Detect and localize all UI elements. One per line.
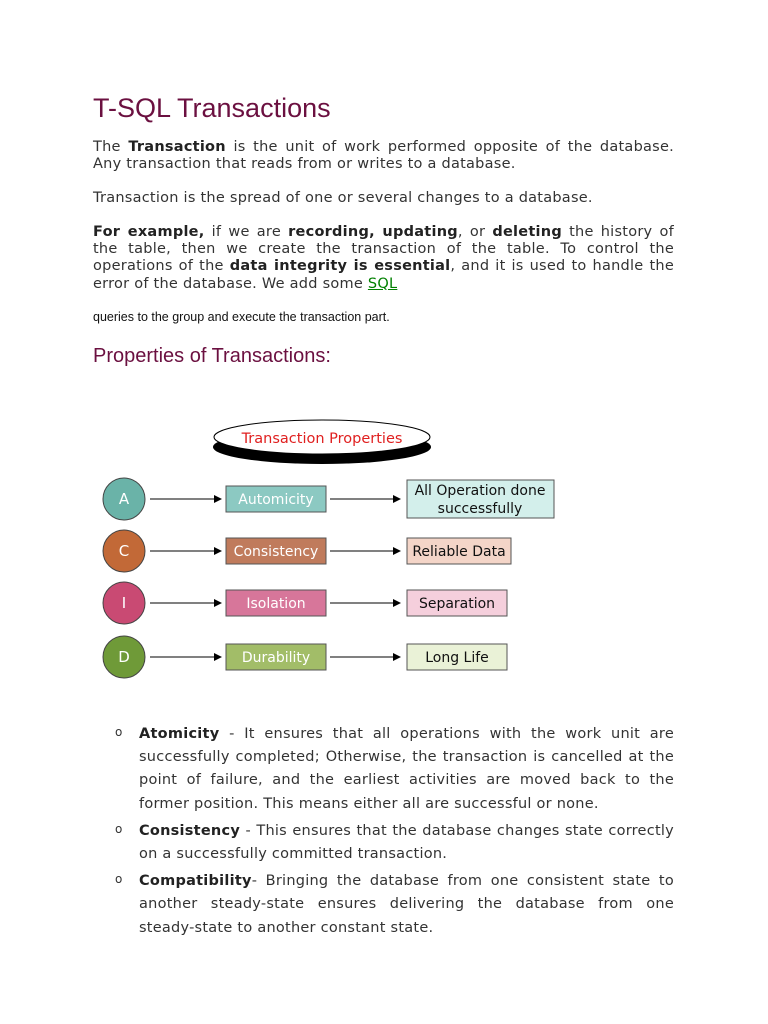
list-item-term: Atomicity	[139, 726, 220, 742]
letter-i: I	[121, 594, 127, 612]
bullet-icon: o	[115, 872, 123, 887]
sql-link[interactable]: SQL	[367, 275, 398, 292]
example-text: the history of the table, then we create the transaction of the table. To control the operations of the	[93, 224, 674, 275]
result-label-line2: successfully	[437, 501, 523, 517]
example-text: , and it is used to handle the error of the database. We add some	[93, 258, 674, 292]
list-item-text	[139, 820, 674, 866]
row-atomicity	[103, 478, 554, 520]
list-item-description: - It ensures that all operations with the work unit are successfully completed; Otherwise, the transaction is cancelled at the point of failure, and the earliest activities are moved back to the former position. This means either all are successful or none.	[139, 726, 674, 812]
properties-list	[93, 723, 674, 944]
property-label: Consistency	[233, 544, 319, 560]
result-label: Long Life	[425, 650, 489, 666]
list-item-atomicity	[93, 723, 674, 816]
list-item-term: Compatibility	[139, 873, 252, 890]
result-label: Separation	[418, 596, 496, 612]
transaction-properties-diagram	[0, 380, 768, 700]
list-item-text	[139, 870, 674, 940]
example-bold: deleting	[492, 224, 562, 240]
row-consistency	[103, 530, 511, 572]
row-isolation	[103, 582, 507, 624]
property-label: Automicity	[238, 492, 314, 508]
page-title: T-SQL Transactions	[93, 93, 331, 123]
list-item-term: Consistency	[139, 822, 241, 839]
example-bold: For example,	[93, 224, 205, 240]
bullet-icon: o	[115, 821, 123, 836]
row-durability	[103, 636, 507, 678]
intro-text: is the unit of work performed opposite of the database. Any transaction that reads from or writes to a database.	[93, 139, 674, 173]
property-label: Durability	[241, 650, 311, 666]
intro-paragraph-1	[93, 139, 674, 173]
intro-bold-term: Transaction	[128, 139, 226, 155]
list-item-description: - This ensures that the database changes state correctly on a successfully committed transaction.	[139, 822, 674, 863]
bullet-icon: o	[115, 725, 123, 739]
intro-paragraph-2: Transaction is the spread of one or several changes to a database.	[93, 190, 593, 206]
list-item-text	[139, 723, 674, 816]
example-paragraph	[93, 224, 674, 293]
example-bold: data integrity is essential	[229, 258, 451, 275]
header-label: Transaction Properties	[241, 431, 403, 447]
property-label: Isolation	[246, 596, 306, 612]
list-item-consistency	[93, 820, 674, 866]
section-heading: Properties of Transactions:	[93, 345, 331, 367]
letter-a: A	[118, 490, 130, 508]
example-bold: recording, updating	[288, 224, 458, 240]
result-label: Reliable Data	[412, 544, 506, 560]
letter-c: C	[118, 542, 130, 560]
example-text: if we are	[204, 224, 289, 240]
list-item-description: - Bringing the database from one consistent state to another steady-state ensures delivering the database from one steady-state to another constant state.	[139, 873, 674, 936]
queries-line: queries to the group and execute the transaction part.	[93, 310, 390, 324]
result-label-line1: All Operation done	[414, 483, 546, 499]
example-text: , or	[457, 224, 493, 240]
intro-text: The	[93, 139, 129, 155]
list-item-compatibility	[93, 870, 674, 940]
letter-d: D	[118, 648, 130, 666]
